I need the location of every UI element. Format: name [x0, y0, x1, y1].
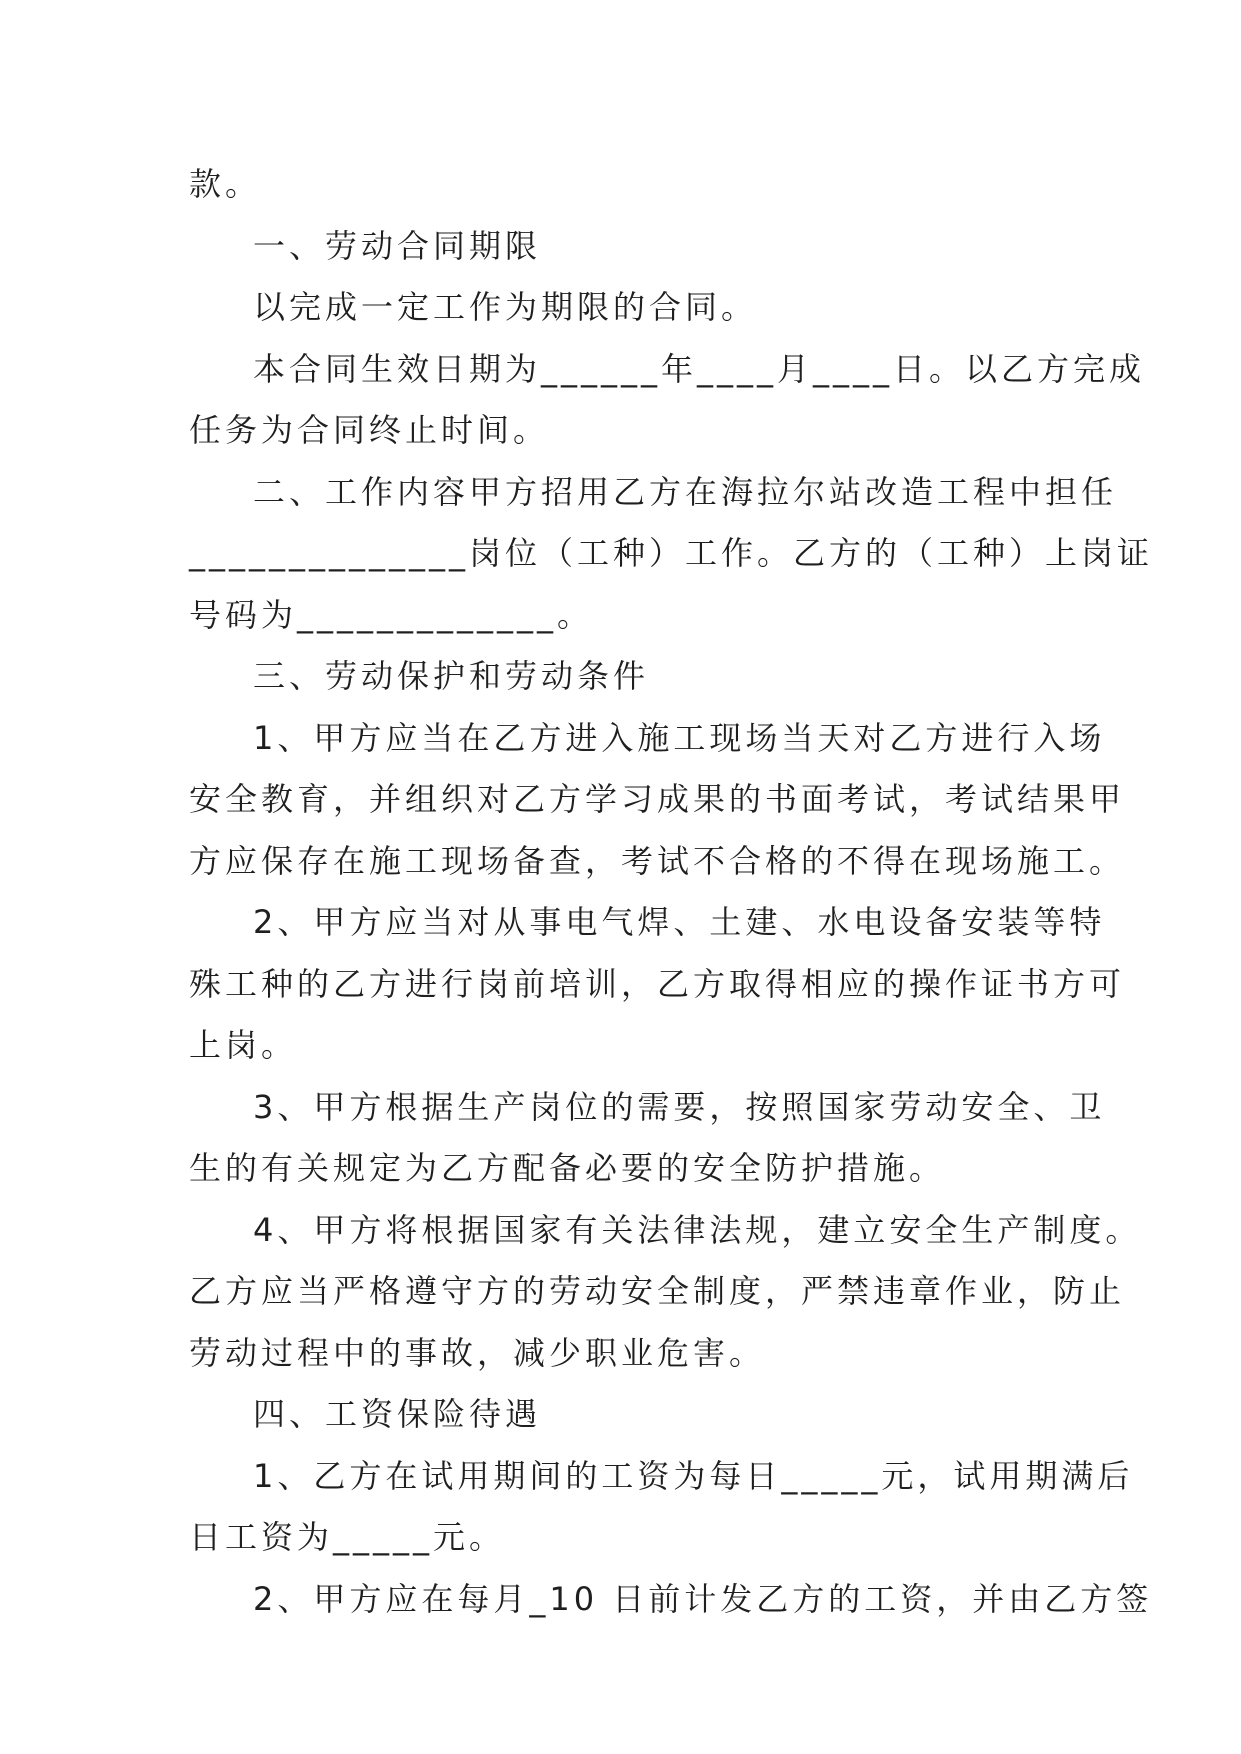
text-line: 任务为合同终止时间。 [189, 411, 550, 449]
document-body [189, 154, 1154, 1630]
text-line: ______________岗位（工种）工作。乙方的（工种）上岗证 [189, 534, 1154, 572]
section-heading: 二、工作内容甲方招用乙方在海拉尔站改造工程中担任 [253, 472, 1118, 511]
text-line: 3、甲方根据生产岗位的需要，按照国家劳动安全、卫 [253, 1087, 1106, 1126]
text-line: 方应保存在施工现场备查，考试不合格的不得在现场施工。 [189, 841, 1126, 880]
text-line: 殊工种的乙方进行岗前培训，乙方取得相应的操作证书方可 [189, 964, 1126, 1003]
text-line: 劳动过程中的事故，减少职业危害。 [189, 1333, 766, 1372]
text-line: 以完成一定工作为期限的合同。 [253, 288, 758, 326]
text-line: 1、甲方应当在乙方进入施工现场当天对乙方进行入场 [253, 718, 1106, 757]
text-line: 本合同生效日期为______年____月____日。以乙方完成 [253, 349, 1146, 388]
text-line: 生的有关规定为乙方配备必要的安全防护措施。 [189, 1149, 946, 1187]
text-line: 上岗。 [189, 1026, 298, 1064]
text-line: 1、乙方在试用期间的工资为每日_____元，试用期满后 [253, 1456, 1134, 1495]
text-line: 款。 [189, 165, 262, 203]
section-heading: 四、工资保险待遇 [253, 1395, 542, 1433]
text-line: 日工资为_____元。 [189, 1518, 506, 1556]
text-line: 2、甲方应当对从事电气焊、土建、水电设备安装等特 [253, 903, 1106, 941]
text-line: 4、甲方将根据国家有关法律法规，建立安全生产制度。 [253, 1210, 1142, 1249]
section-heading: 三、劳动保护和劳动条件 [253, 657, 650, 695]
text-line: 号码为_____________。 [189, 595, 594, 634]
section-heading: 一、劳动合同期限 [253, 226, 542, 265]
text-line: 2、甲方应在每月_10 日前计发乙方的工资，并由乙方签 [253, 1579, 1153, 1618]
text-line: 安全教育，并组织对乙方学习成果的书面考试，考试结果甲 [189, 780, 1126, 818]
text-line: 乙方应当严格遵守方的劳动安全制度，严禁违章作业，防止 [189, 1272, 1126, 1310]
